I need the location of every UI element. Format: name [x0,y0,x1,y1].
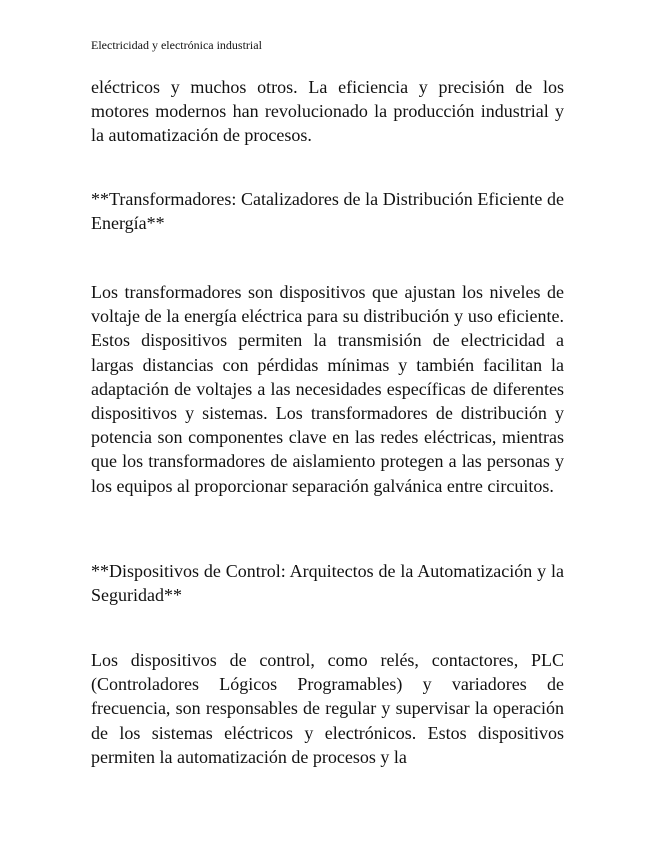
section-heading-dispositivos-control: **Dispositivos de Control: Arquitectos de la Automatización y la Seguridad** [91,561,564,606]
body-paragraph-dispositivos-control: Los dispositivos de control, como relés, contactores, PLC (Controladores Lógicos Programables) y variadores de frecuencia, son responsables de regular y supervisar la operación de los sistemas eléctricos y electrónicos. Estos dispositivos permiten la automatización de procesos y la [91,650,564,767]
running-header: Electricidad y electrónica industrial [91,38,262,52]
body-paragraph-motores: eléctricos y muchos otros. La eficiencia y precisión de los motores modernos han revolucionado la producción industrial y la automatización de procesos. [91,77,564,146]
body-paragraph-transformadores: Los transformadores son dispositivos que ajustan los niveles de voltaje de la energía eléctrica para su distribución y uso eficiente. Estos dispositivos permiten la transmisión de electricidad a largas distancias con pérdidas mínimas y también facilitan la adaptación de voltajes a las necesidades específicas de diferentes dispositivos y sistemas. Los transformadores de distribución y potencia son componentes clave en las redes eléctricas, mientras que los transformadores de aislamiento protegen a las personas y los equipos al proporcionar separación galvánica entre circuitos. [91,282,564,496]
section-heading-transformadores: **Transformadores: Catalizadores de la Distribución Eficiente de Energía** [91,189,564,234]
